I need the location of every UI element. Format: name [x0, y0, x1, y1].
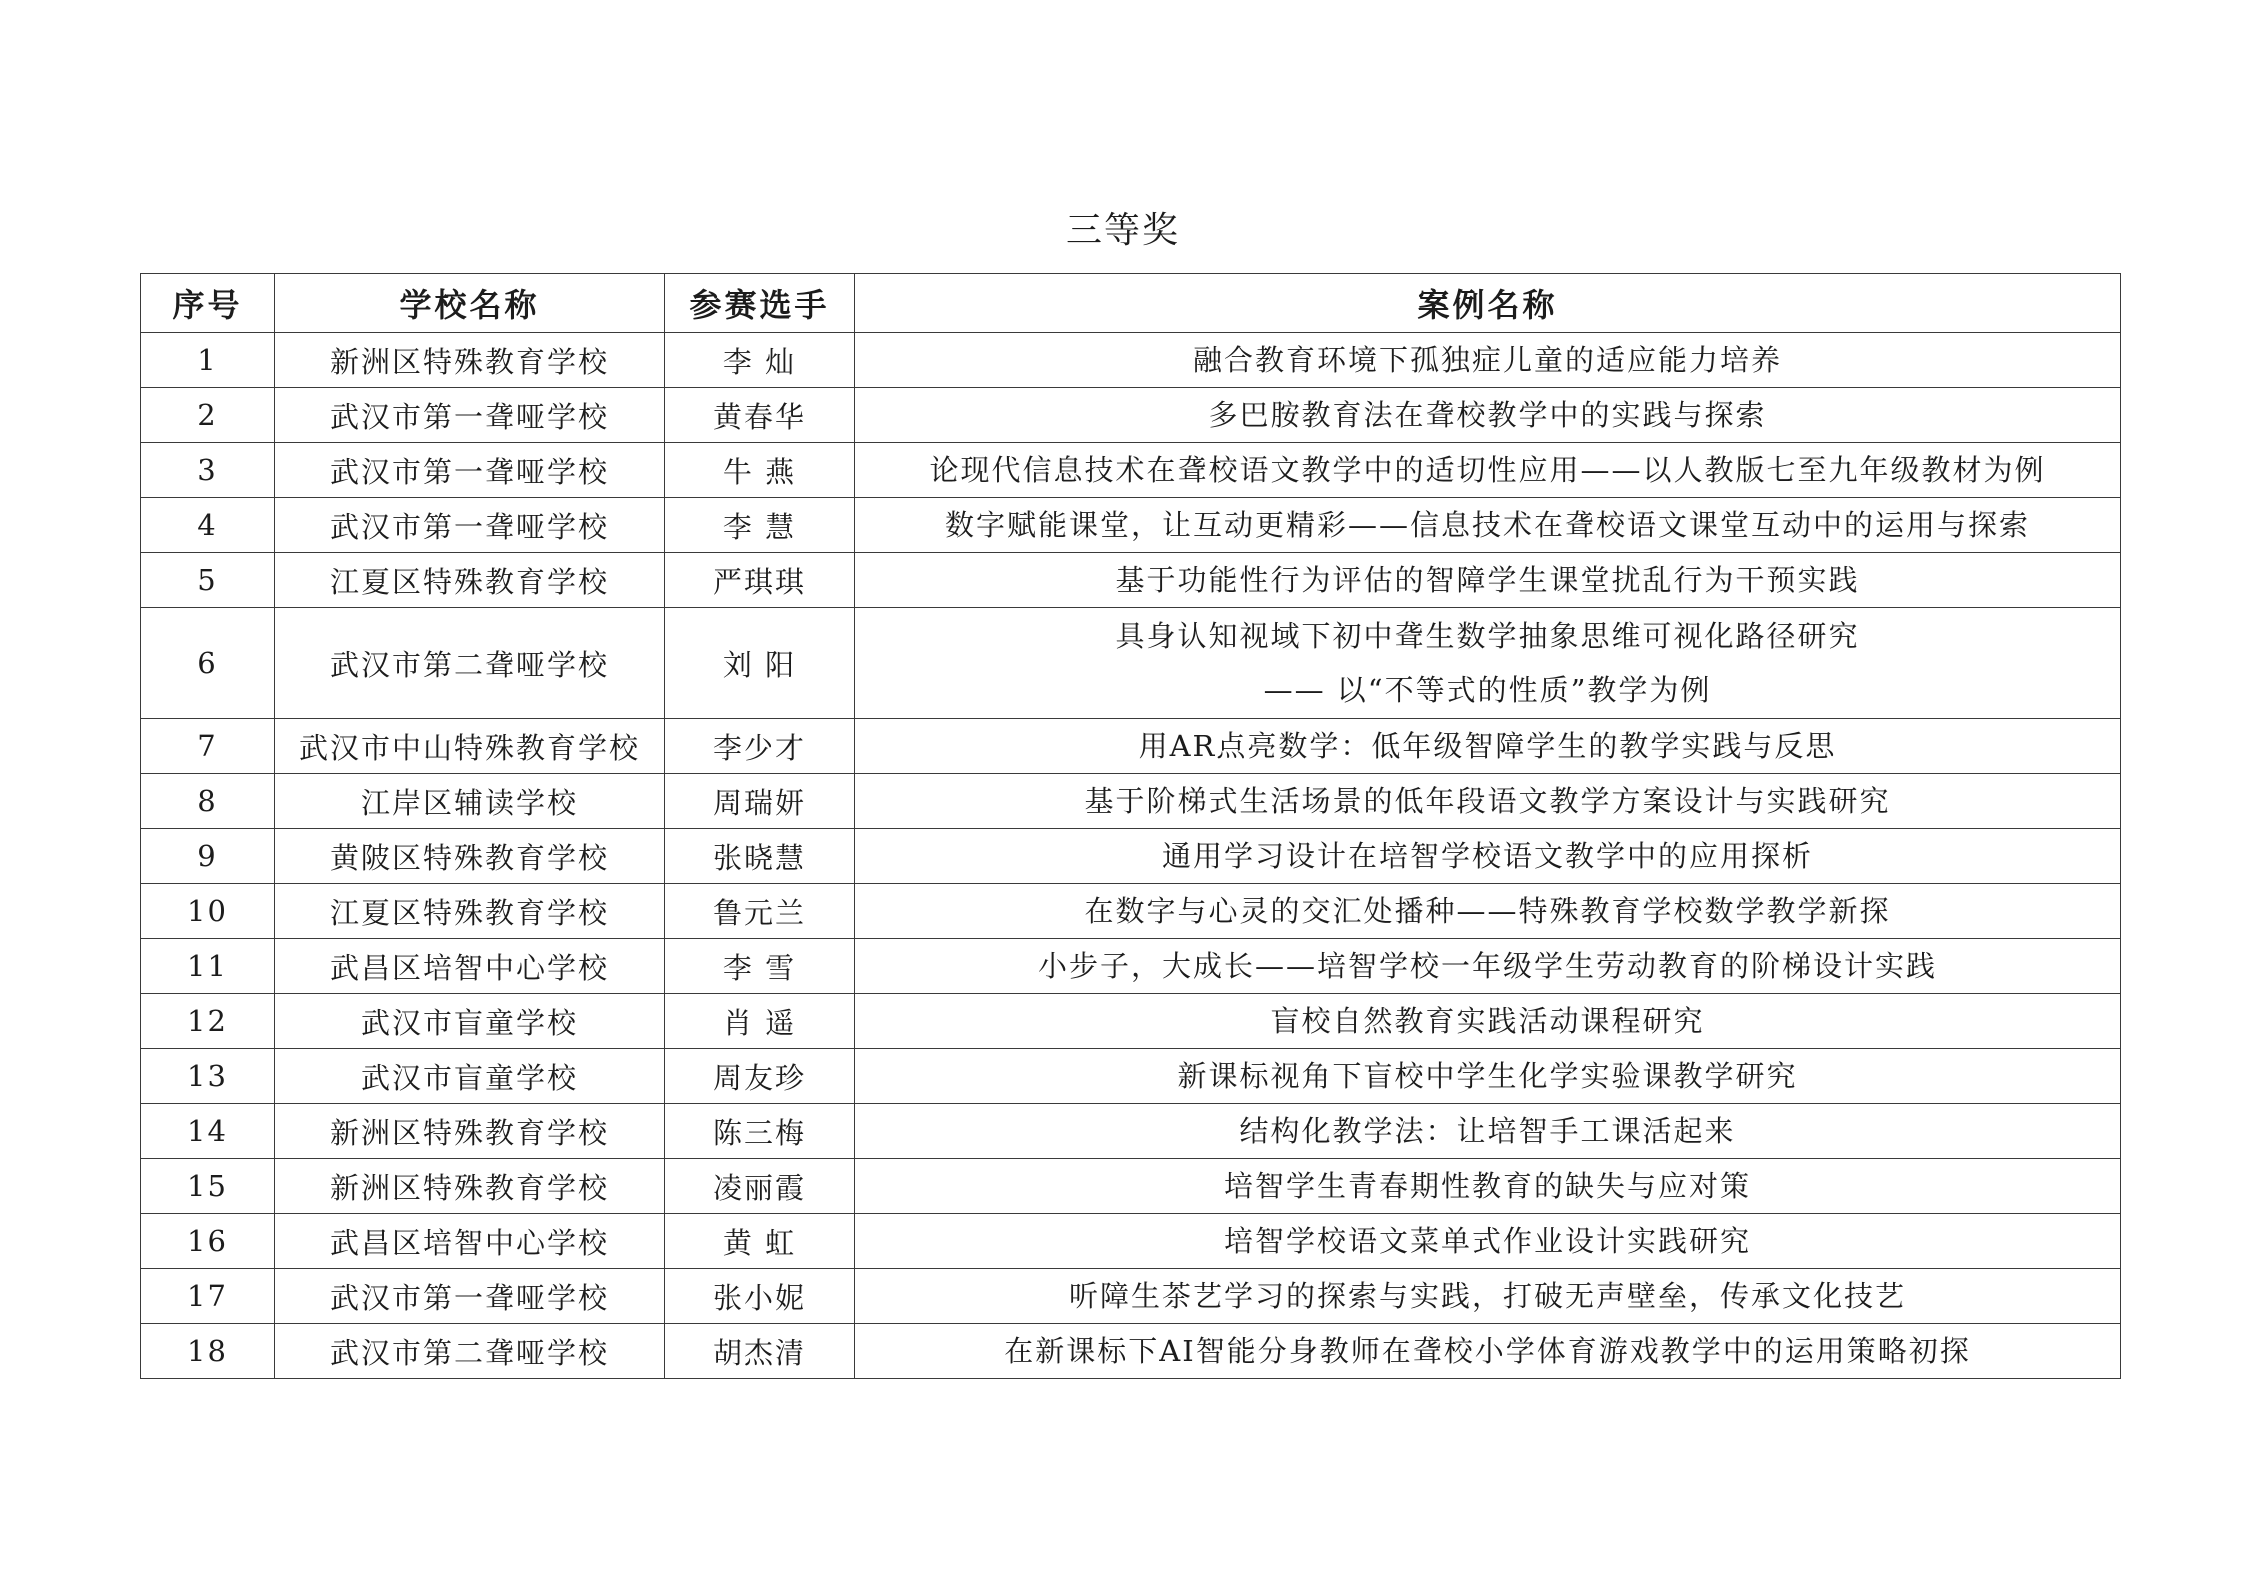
- school-name: 武汉市第一聋哑学校: [275, 443, 665, 498]
- school-name: 武汉市第一聋哑学校: [275, 498, 665, 553]
- contestant-name: 李 雪: [665, 939, 855, 994]
- case-name-line: 融合教育环境下孤独症儿童的适应能力培养: [1192, 343, 1782, 377]
- contestant-name: 张晓慧: [665, 829, 855, 884]
- case-name-line: 在新课标下AI智能分身教师在聋校小学体育游戏教学中的运用策略初探: [1004, 1334, 1971, 1368]
- contestant-name: 鲁元兰: [665, 884, 855, 939]
- school-name: 江岸区辅读学校: [275, 774, 665, 829]
- table-row: [141, 1104, 2121, 1159]
- case-name-line: —— 以“不等式的性质”教学为例: [1263, 673, 1712, 707]
- school-name: 江夏区特殊教育学校: [275, 553, 665, 608]
- case-name-line: 数字赋能课堂，让互动更精彩——信息技术在聋校语文课堂互动中的运用与探索: [944, 508, 2030, 542]
- case-name: [855, 1324, 2121, 1379]
- awards-table: [140, 273, 2121, 1379]
- table-row: [141, 333, 2121, 388]
- row-number: 11: [141, 939, 275, 994]
- school-name: 武汉市第二聋哑学校: [275, 608, 665, 719]
- case-name: [855, 994, 2121, 1049]
- header-contestant: 参赛选手: [665, 274, 855, 333]
- school-name: 武昌区培智中心学校: [275, 1214, 665, 1269]
- table-row: [141, 1049, 2121, 1104]
- school-name: 武昌区培智中心学校: [275, 939, 665, 994]
- contestant-name: 凌丽霞: [665, 1159, 855, 1214]
- contestant-name: 刘 阳: [665, 608, 855, 719]
- case-name-line: 新课标视角下盲校中学生化学实验课教学研究: [1177, 1059, 1798, 1093]
- table-row: [141, 829, 2121, 884]
- school-name: 武汉市盲童学校: [275, 1049, 665, 1104]
- case-name-line: 通用学习设计在培智学校语文教学中的应用探析: [1161, 839, 1813, 873]
- row-number: 9: [141, 829, 275, 884]
- header-school: 学校名称: [275, 274, 665, 333]
- school-name: 新洲区特殊教育学校: [275, 1104, 665, 1159]
- school-name: 武汉市盲童学校: [275, 994, 665, 1049]
- row-number: 14: [141, 1104, 275, 1159]
- case-name-line: 基于阶梯式生活场景的低年段语文教学方案设计与实践研究: [1084, 784, 1891, 818]
- header-case-name: 案例名称: [855, 274, 2121, 333]
- case-name: [855, 1049, 2121, 1104]
- case-name: [855, 333, 2121, 388]
- row-number: 1: [141, 333, 275, 388]
- case-name: [855, 1214, 2121, 1269]
- contestant-name: 周友珍: [665, 1049, 855, 1104]
- case-name: [855, 774, 2121, 829]
- row-number: 4: [141, 498, 275, 553]
- school-name: 新洲区特殊教育学校: [275, 333, 665, 388]
- case-name-line: 在数字与心灵的交汇处播种——特殊教育学校数学教学新探: [1084, 894, 1891, 928]
- row-number: 3: [141, 443, 275, 498]
- contestant-name: 陈三梅: [665, 1104, 855, 1159]
- school-name: 武汉市第一聋哑学校: [275, 1269, 665, 1324]
- row-number: 18: [141, 1324, 275, 1379]
- contestant-name: 李 灿: [665, 333, 855, 388]
- row-number: 12: [141, 994, 275, 1049]
- table-row: [141, 774, 2121, 829]
- contestant-name: 肖 遥: [665, 994, 855, 1049]
- table-row: [141, 388, 2121, 443]
- case-name-line: 论现代信息技术在聋校语文教学中的适切性应用——以人教版七至九年级教材为例: [929, 453, 2046, 487]
- case-name-line: 用AR点亮数学：低年级智障学生的教学实践与反思: [1138, 729, 1837, 763]
- contestant-name: 黄春华: [665, 388, 855, 443]
- case-name: [855, 443, 2121, 498]
- page-title: 三等奖: [1065, 210, 1180, 251]
- row-number: 6: [141, 608, 275, 719]
- case-name: [855, 939, 2121, 994]
- case-name: [855, 884, 2121, 939]
- table-row: [141, 884, 2121, 939]
- table-row: [141, 1159, 2121, 1214]
- contestant-name: 周瑞妍: [665, 774, 855, 829]
- row-number: 17: [141, 1269, 275, 1324]
- school-name: 江夏区特殊教育学校: [275, 884, 665, 939]
- case-name: [855, 719, 2121, 774]
- table-header-row: [141, 274, 2121, 333]
- contestant-name: 胡杰清: [665, 1324, 855, 1379]
- case-name-line: 结构化教学法：让培智手工课活起来: [1239, 1114, 1736, 1148]
- contestant-name: 李少才: [665, 719, 855, 774]
- case-name: [855, 1159, 2121, 1214]
- table-row: [141, 498, 2121, 553]
- case-name: [855, 1104, 2121, 1159]
- table-row: [141, 443, 2121, 498]
- school-name: 黄陂区特殊教育学校: [275, 829, 665, 884]
- case-name: [855, 829, 2121, 884]
- contestant-name: 牛 燕: [665, 443, 855, 498]
- case-name: [855, 608, 2121, 719]
- table-row: [141, 1324, 2121, 1379]
- case-name-line: 多巴胺教育法在聋校教学中的实践与探索: [1208, 398, 1767, 432]
- school-name: 武汉市第二聋哑学校: [275, 1324, 665, 1379]
- school-name: 武汉市第一聋哑学校: [275, 388, 665, 443]
- school-name: 武汉市中山特殊教育学校: [275, 719, 665, 774]
- case-name-line: 具身认知视域下初中聋生数学抽象思维可视化路径研究: [1115, 619, 1860, 653]
- case-name: [855, 1269, 2121, 1324]
- row-number: 13: [141, 1049, 275, 1104]
- row-number: 15: [141, 1159, 275, 1214]
- table-row: [141, 719, 2121, 774]
- contestant-name: 黄 虹: [665, 1214, 855, 1269]
- contestant-name: 张小妮: [665, 1269, 855, 1324]
- row-number: 16: [141, 1214, 275, 1269]
- table-row: [141, 939, 2121, 994]
- row-number: 5: [141, 553, 275, 608]
- case-name-line: 听障生茶艺学习的探索与实践，打破无声壁垒，传承文化技艺: [1068, 1279, 1906, 1313]
- case-name-line: 基于功能性行为评估的智障学生课堂扰乱行为干预实践: [1115, 563, 1860, 597]
- school-name: 新洲区特殊教育学校: [275, 1159, 665, 1214]
- header-number: 序号: [141, 274, 275, 333]
- row-number: 8: [141, 774, 275, 829]
- table-row: [141, 608, 2121, 719]
- case-name-line: 盲校自然教育实践活动课程研究: [1270, 1004, 1705, 1038]
- row-number: 7: [141, 719, 275, 774]
- table-row: [141, 553, 2121, 608]
- case-name: [855, 388, 2121, 443]
- table-row: [141, 1214, 2121, 1269]
- case-name: [855, 498, 2121, 553]
- case-name-line: 培智学校语文菜单式作业设计实践研究: [1223, 1224, 1751, 1258]
- contestant-name: 李 慧: [665, 498, 855, 553]
- case-name-line: 小步子，大成长——培智学校一年级学生劳动教育的阶梯设计实践: [1037, 949, 1937, 983]
- case-name-line: 培智学生青春期性教育的缺失与应对策: [1223, 1169, 1751, 1203]
- row-number: 2: [141, 388, 275, 443]
- contestant-name: 严琪琪: [665, 553, 855, 608]
- table-row: [141, 1269, 2121, 1324]
- case-name: [855, 553, 2121, 608]
- row-number: 10: [141, 884, 275, 939]
- table-row: [141, 994, 2121, 1049]
